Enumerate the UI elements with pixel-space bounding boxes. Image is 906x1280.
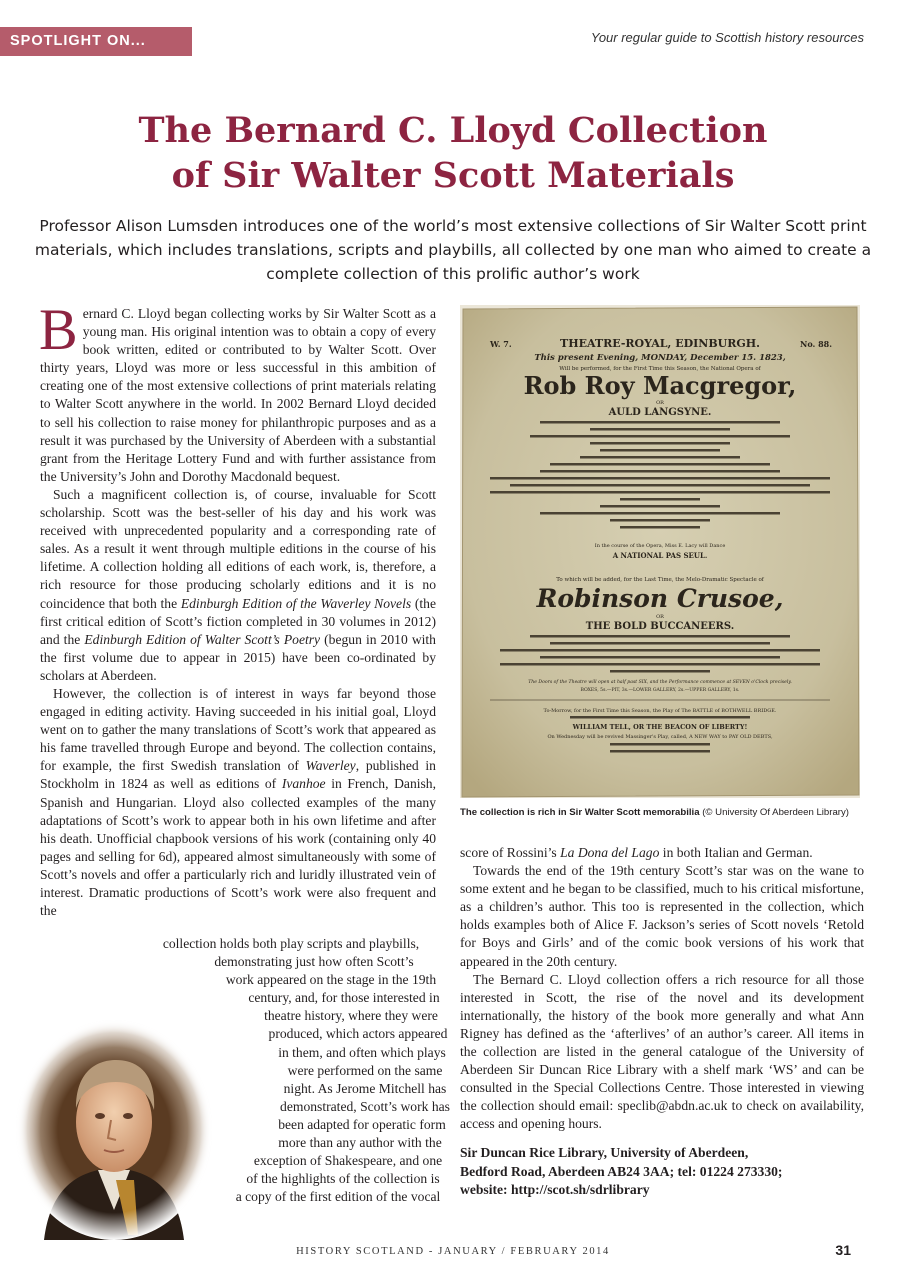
playbill-dance-line: In the course of the Opera, Miss E. Lacy will Dance — [594, 543, 726, 549]
paragraph-text: However, the collection is of interest in ways far beyond those engaged in editing activity. Having succeeded in his initial goal, Lloyd went on to gather the many translations of Scott’s work that appeared as his fame travelled through Europe and beyond. The collection contains, for example, the first Swedish translation of — [40, 685, 436, 774]
image-caption — [460, 807, 849, 818]
section-tag: SPOTLIGHT ON... — [0, 27, 192, 56]
caption-credit: (© University Of Aberdeen Library) — [699, 807, 849, 818]
cast-line — [540, 512, 780, 515]
playbill-doors: The Doors of the Theatre will open at half past SIX, and the Performance commence at SEVEN o'Clock precisely. — [528, 680, 792, 685]
wrap-line: more than any author with the — [278, 1135, 442, 1151]
portrait-fade — [16, 1020, 212, 1240]
wrap-line: work appeared on the stage in the 19th — [225, 972, 437, 988]
cast-line — [490, 491, 830, 494]
paragraph-text: (the first critical edition of Scott’s fiction completed in 30 volumes in 2012) and the — [40, 595, 436, 647]
cast-line — [610, 743, 710, 746]
paragraph — [40, 486, 436, 685]
wrap-line: a copy of the first edition of the vocal — [235, 1189, 441, 1205]
paragraph-text: Such a magnificent collection is, of course, invaluable for Scott scholarship. Scott was the best-seller of his day and his work was received with unprecedented popularity and a corresponding rate of sales. As a result it went through multiple editions in the course of his lifetime. A collection holding all editions of each work, is, therefore, a rich resource for those producing scholarly editions and it is no coincidence that both the — [40, 486, 436, 611]
cast-line — [610, 670, 710, 673]
wrap-line: exception of Shakespeare, and one — [253, 1153, 443, 1169]
book-title: Ivanhoe — [281, 776, 326, 792]
playbill-tomorrow: To-Morrow, for the First Time this Season, the Play of The BATTLE of BOTHWELL BRIDGE. — [543, 708, 777, 714]
article-title — [60, 108, 846, 198]
playbill-debts: On Wednesday will be revived Massinger's Play, called, A NEW WAY to PAY OLD DEBTS, — [547, 734, 773, 740]
body-column-right — [460, 844, 864, 1134]
section-tagline: Your regular guide to Scottish history resources — [590, 30, 864, 45]
cast-line — [600, 449, 720, 452]
playbill-dance: A NATIONAL PAS SEUL. — [612, 551, 708, 560]
wrap-line: in them, and often which plays — [278, 1044, 446, 1060]
cast-line — [540, 470, 780, 473]
cast-line — [490, 477, 830, 480]
cast-line — [530, 635, 790, 638]
playbill-image — [460, 305, 860, 798]
address-line: website: http://scot.sh/sdrlibrary — [460, 1182, 650, 1197]
wrap-line: been adapted for operatic form — [278, 1116, 446, 1132]
playbill-tell: WILLIAM TELL, OR THE BEACON OF LIBERTY! — [572, 723, 748, 731]
cast-line — [600, 505, 720, 508]
paragraph-text: ernard C. Lloyd began collecting works by Sir Walter Scott as a young man. His original intention was to obtain a copy of every book written, edited or contributed to by Walter Scott. Over thirty years, Lloyd was more or less successful in this ambition of creating one of the most extensive collections of print materials relating to Walter Scott anywhere in the world. In 2002 Bernard Lloyd decided to sell his collection to raise money for philanthropic purposes and as a result it was purchased by the University of Aberdeen with a substantial grant from the Heritage Lottery Fund and with further assistance from the University’s John and Dorothy Macdonald bequest. — [40, 306, 436, 484]
book-title: Waverley — [305, 758, 356, 774]
running-footer: HISTORY SCOTLAND - JANUARY / FEBRUARY 2014 — [296, 1246, 610, 1257]
wrap-line: demonstrating just how often Scott’s — [214, 954, 414, 970]
title-line-1: The Bernard C. Lloyd Collection — [138, 110, 768, 151]
cast-line — [590, 442, 730, 445]
playbill-play-1: Rob Roy Macgregor, — [523, 371, 797, 400]
wrap-line: of the highlights of the collection is — [246, 1171, 440, 1187]
playbill-subtitle-1: AULD LANGSYNE. — [608, 407, 712, 418]
playbill-play-2: Robinson Crusoe, — [536, 584, 784, 613]
playbill-date: This present Evening, MONDAY, December 15. 1823, — [534, 353, 786, 363]
paragraph-text: in French, Danish, Spanish and Hungarian. Lloyd also collected examples of the many adaptations of Scott’s work to appear both in his own lifetime and after his death. Unofficial chapbook versions of his work (containing only 40 pages and selling for 6d), appeared almost simultaneously with some of Scott’s novels and offer a particularly rich and luridly illustrated vein of interest. Dramatic productions of Scott’s work were also frequent and the — [40, 776, 437, 919]
wrap-line: century, and, for those interested in — [248, 990, 440, 1006]
paragraph-text: in both Italian and German. — [659, 845, 813, 860]
caption-text: The collection is rich in Sir Walter Scott memorabilia — [460, 807, 700, 818]
cast-line — [530, 435, 790, 438]
cast-line — [550, 463, 770, 466]
wrap-line: theatre history, where they were — [264, 1008, 438, 1024]
body-column-left — [39, 297, 437, 920]
wrap-line: were performed on the same — [287, 1062, 443, 1078]
cast-line — [590, 428, 730, 431]
playbill-performed: Will be performed, for the First Time this Season, the National Opera of — [559, 366, 761, 372]
wrap-line: night. As Jerome Mitchell has — [283, 1080, 447, 1096]
playbill-subtitle-2: THE BOLD BUCCANEERS. — [585, 621, 735, 632]
address-line: Sir Duncan Rice Library, University of Aberdeen, — [460, 1145, 749, 1160]
cast-line — [610, 750, 710, 753]
wrap-line: demonstrated, Scott’s work has — [280, 1098, 450, 1114]
cast-line — [500, 649, 820, 652]
wrap-line: produced, which actors appeared — [268, 1026, 448, 1042]
page-number: 31 — [835, 1242, 851, 1258]
cast-line — [540, 421, 780, 424]
paragraph — [40, 685, 436, 920]
playbill-boxes: BOXES, 5s.—PIT, 3s.—LOWER GALLERY, 2s.—UPPER GALLERY, 1s. — [580, 688, 740, 693]
playbill-theatre: THEATRE-ROYAL, EDINBURGH. — [560, 337, 760, 350]
playbill-or-1: OR — [656, 400, 664, 406]
cast-line — [550, 642, 770, 645]
playbill-number-left: W. 7. — [490, 339, 512, 349]
playbill-or-2: OR — [656, 614, 664, 620]
paragraph-text: score of Rossini’s — [460, 845, 561, 860]
title-line-2: of Sir Walter Scott Materials — [171, 155, 735, 196]
paragraph — [39, 297, 436, 486]
cast-line — [620, 526, 700, 529]
cast-line — [580, 456, 740, 459]
cast-line — [540, 656, 780, 659]
book-title: Edinburgh Edition of the Waverley Novels — [180, 595, 412, 611]
address-line: Bedford Road, Aberdeen AB24 3AA; tel: 01224 273330; — [460, 1163, 783, 1179]
walter-scott-portrait — [16, 1020, 212, 1240]
cast-line — [510, 484, 810, 487]
cast-line — [610, 519, 710, 522]
paragraph: The Bernard C. Lloyd collection offers a rich resource for all those interested in Scott, the rise of the novel and its development internationally, the history of the book more generally and what Ann Rigney has defined as the ‘afterlives’ of an author’s career. All items in the collection are listed in the general catalogue of the University of Aberdeen Sir Duncan Rice Library with a shelf mark ‘WS’ and can be consulted in the Special Collections Centre. Those interested in viewing the collection should email: speclib@abdn.ac.uk to check on availability, access and opening hours. — [460, 971, 864, 1132]
drop-cap: B — [39, 297, 78, 362]
paragraph-text: (begun in 2010 with the first volume due to appear in 2015) have been co-ordinated by scholars at Aberdeen. — [40, 631, 436, 683]
wrap-line: collection holds both play scripts and playbills, — [162, 936, 420, 951]
playbill-number-right: No. 88. — [800, 339, 832, 349]
cast-line — [570, 716, 750, 719]
cast-line — [500, 663, 820, 666]
book-title: Edinburgh Edition of Walter Scott’s Poetry — [84, 631, 321, 647]
paragraph — [460, 844, 864, 862]
standfirst: Professor Alison Lumsden introduces one of the world’s most extensive collections of Sir Walter Scott print materials, which includes translations, scripts and playbills, all collected by one man who aimed to create a complete collection of this prolific author’s work — [34, 217, 872, 283]
opera-title: La Dona del Lago — [560, 845, 660, 860]
paragraph: Towards the end of the 19th century Scott’s star was on the wane to some extent and he began to be classified, much to his critical misfortune, as a children’s author. This too is represented in the collection, which holds examples both of Alice F. Jackson’s series of Scott novels ‘Retold for Boys and Girls’ and of the comic book versions of his work that appeared in the 20th century. — [460, 863, 864, 969]
playbill-added-line: To which will be added, for the Last Time, the Melo-Dramatic Spectacle of — [556, 577, 764, 583]
library-address — [460, 1144, 864, 1200]
cast-line — [620, 498, 700, 501]
paragraph-text: , published in Stockholm in 1824 as well as editions of — [40, 758, 436, 792]
